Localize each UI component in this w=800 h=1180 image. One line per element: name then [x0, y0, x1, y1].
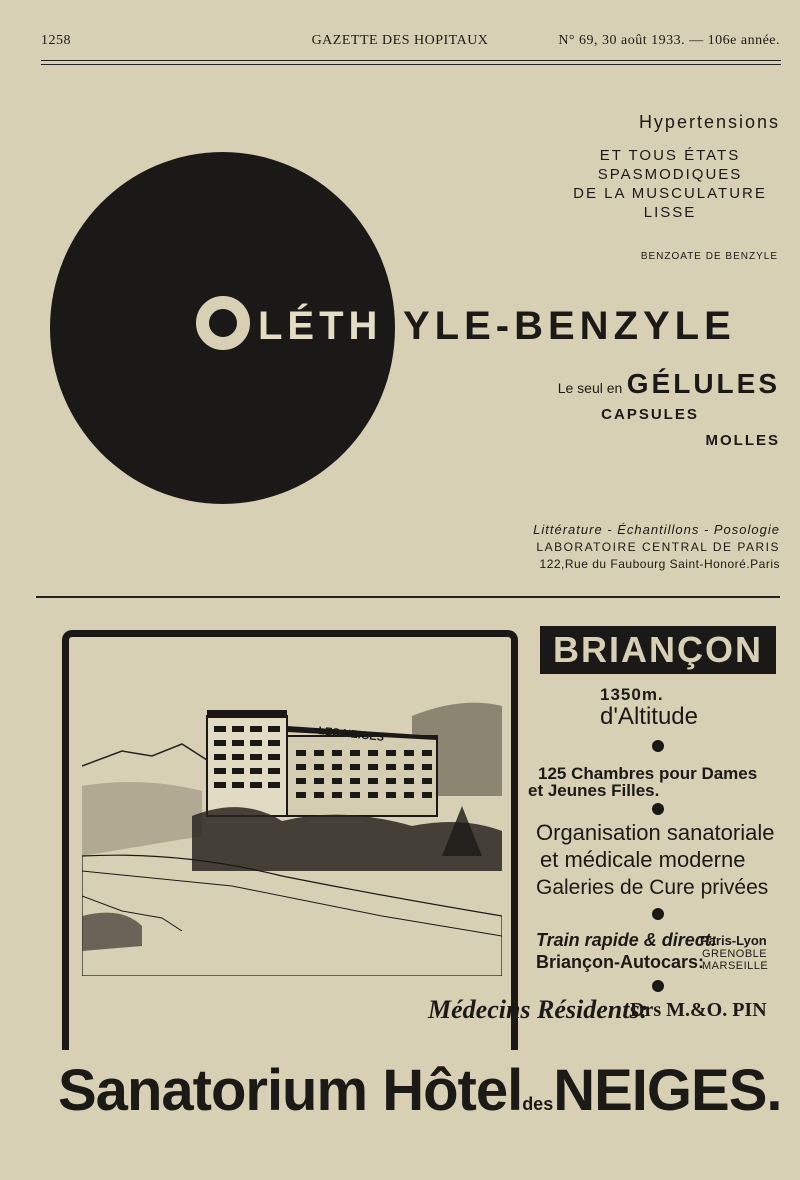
- brand-name-left: LÉTH: [258, 304, 383, 348]
- train-route: Paris-Lyon: [700, 933, 767, 948]
- laboratory-name: LABORATOIRE CENTRAL DE PARIS: [536, 540, 780, 554]
- laboratory-address: 122,Rue du Faubourg Saint-Honoré.Paris: [539, 557, 780, 571]
- letter-o-ring: [196, 296, 250, 350]
- name-word: Hôtel: [382, 1058, 523, 1123]
- rooms-line-1: 125 Chambres pour Dames: [538, 764, 758, 783]
- header-rule: [41, 60, 781, 61]
- header-rule-2: [41, 64, 781, 65]
- name-word: Sanatorium: [58, 1058, 368, 1123]
- brand-name-right: YLE-BENZYLE: [403, 304, 736, 348]
- bus-line: Briançon-Autocars:: [536, 952, 705, 972]
- gelules-label: GÉLULES: [626, 368, 780, 399]
- ad-headline: Hypertensions: [638, 112, 780, 132]
- issue-date: N° 69, 30 août 1933. — 106e année.: [558, 33, 780, 48]
- name-word: NEIGES.: [553, 1058, 782, 1123]
- sanatorium-illustration: [82, 656, 502, 976]
- page-number: 1258: [41, 33, 71, 48]
- organisation-line-1: Organisation sanatoriale: [536, 820, 775, 845]
- indication-line: DE LA MUSCULATURE: [573, 185, 767, 202]
- altitude-label: d'Altitude: [600, 703, 698, 730]
- publication-title: GAZETTE DES HOPITAUX: [311, 33, 489, 48]
- sanatorium-name: [58, 1058, 782, 1137]
- bullet-dot: [652, 740, 664, 752]
- train-line: Train rapide & direct:: [536, 930, 717, 950]
- indication-line: SPASMODIQUES: [597, 166, 743, 183]
- compound-name: BENZOATE DE BENZYLE: [640, 251, 778, 262]
- molles-label: MOLLES: [705, 432, 780, 449]
- doctors-names: Drs M.&O. PIN: [630, 999, 767, 1021]
- bus-destination: MARSEILLE: [702, 960, 769, 972]
- building-sign: LES NEIGES: [317, 725, 385, 744]
- bullet-dot: [652, 980, 664, 992]
- bus-destinations: [702, 948, 768, 972]
- gelules-line: [480, 368, 780, 400]
- doctors-label: Médecins Résidents:: [428, 995, 649, 1024]
- galleries-line: Galeries de Cure privées: [536, 876, 769, 899]
- bullet-dot: [652, 908, 664, 920]
- indication-line: LISSE: [643, 204, 697, 221]
- capsules-label: CAPSULES: [601, 406, 699, 423]
- town-banner: BRIANÇON: [540, 626, 776, 674]
- section-rule: [36, 596, 780, 598]
- indication-line: ET TOUS ÉTATS: [599, 147, 741, 164]
- ad-indications: [560, 146, 780, 222]
- bus-destination: GRENOBLE: [702, 948, 768, 960]
- bullet-dot: [652, 803, 664, 815]
- altitude-value: 1350m.: [600, 685, 664, 704]
- seul-label: Le seul en: [557, 380, 623, 396]
- organisation-line-2: et médicale moderne: [540, 847, 746, 872]
- rooms-line-2: et Jeunes Filles.: [528, 781, 660, 800]
- literature-line: Littérature - Échantillons - Posologie: [533, 522, 780, 537]
- name-word: des: [522, 1094, 554, 1114]
